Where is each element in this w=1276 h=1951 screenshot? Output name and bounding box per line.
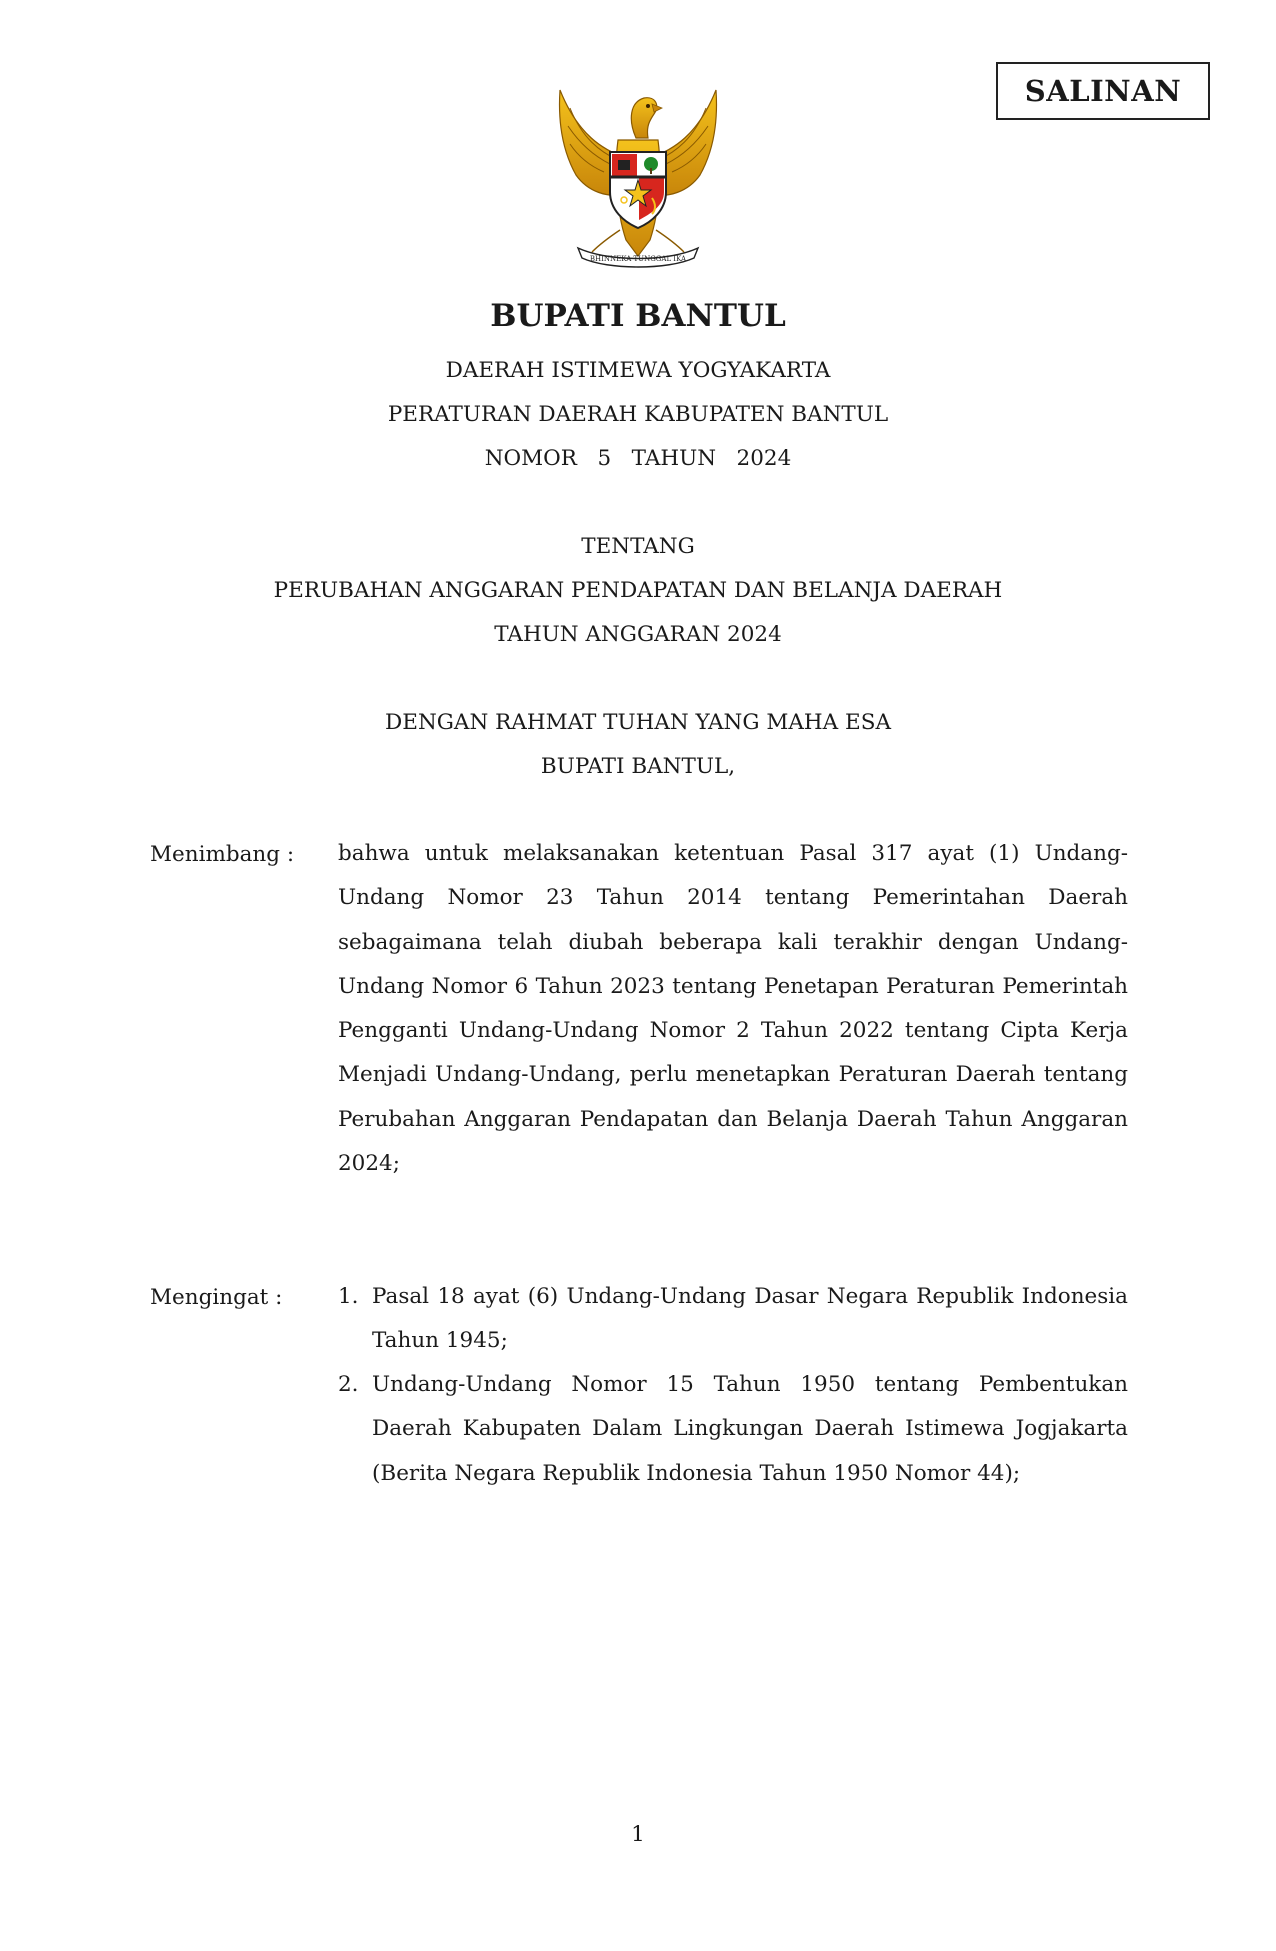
item-number: 1.: [338, 1284, 359, 1309]
page-number: 1: [631, 1822, 645, 1847]
subject-line-2: TAHUN ANGGARAN 2024: [494, 622, 782, 647]
regulation-number: NOMOR 5 TAHUN 2024: [484, 446, 792, 471]
motto-text: BHINNEKA TUNGGAL IKA: [589, 255, 687, 263]
menimbang-text: bahwa untuk melaksanakan ketentuan Pasal 317 ayat (1) Undang-Undang Nomor 23 Tahun 2014 tentang Pemerintahan Daerah sebagaimana telah diubah beberapa kali terakhir dengan Undang-Undang Nomor 6 Tahun 2023 tentang Penetapan Peraturan Pemerintah Pengganti Undang-Undang Nomor 2 Tahun 2022 tentang Cipta Kerja Menjadi Undang-Undang, perlu menetapkan Peraturan Daerah tentang Perubahan Anggaran Pendapatan dan Belanja Daerah Tahun Anggaran 2024;: [338, 841, 1128, 1177]
mengingat-label: Mengingat :: [150, 1285, 283, 1310]
regulation-line: PERATURAN DAERAH KABUPATEN BANTUL: [387, 402, 889, 427]
salinan-stamp: SALINAN: [996, 62, 1210, 120]
tentang-heading: TENTANG: [581, 534, 695, 559]
region-line: DAERAH ISTIMEWA YOGYAKARTA: [445, 358, 831, 383]
item-number: 2.: [338, 1372, 359, 1397]
item-text: Undang-Undang Nomor 15 Tahun 1950 tentang Pembentukan Daerah Kabupaten Dalam Lingkungan Daerah Istimewa Jogjakarta (Berita Negara Republik Indonesia Tahun 1950 Nomor 44);: [372, 1372, 1128, 1486]
preamble-line-1: DENGAN RAHMAT TUHAN YANG MAHA ESA: [385, 710, 891, 735]
subject-line-1: PERUBAHAN ANGGARAN PENDAPATAN DAN BELANJA DAERAH: [273, 578, 1003, 603]
item-text: Pasal 18 ayat (6) Undang-Undang Dasar Negara Republik Indonesia Tahun 1945;: [372, 1284, 1128, 1354]
document-title: BUPATI BANTUL: [490, 298, 786, 334]
menimbang-label: Menimbang :: [150, 842, 295, 867]
garuda-emblem: [548, 80, 728, 270]
preamble-line-2: BUPATI BANTUL,: [540, 754, 736, 779]
